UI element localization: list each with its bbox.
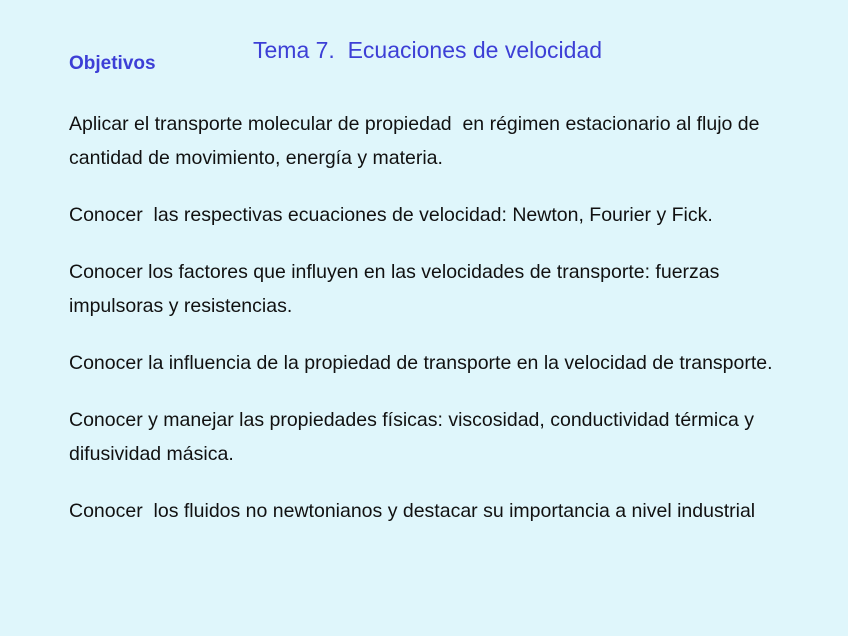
objective-item: Conocer y manejar las propiedades físicas: viscosidad, conductividad térmica y difusividad másica. bbox=[69, 409, 760, 465]
objective-item: Conocer las respectivas ecuaciones de velocidad: Newton, Fourier y Fick. bbox=[69, 204, 713, 226]
objective-item: Aplicar el transporte molecular de propiedad en régimen estacionario al flujo de cantidad de movimiento, energía y materia. bbox=[69, 113, 765, 169]
objective-item: Conocer los fluidos no newtonianos y destacar su importancia a nivel industrial bbox=[69, 500, 756, 522]
objective-item: Conocer los factores que influyen en las velocidades de transporte: fuerzas impulsoras y resistencias. bbox=[69, 261, 725, 317]
objectives-list bbox=[69, 107, 809, 551]
slide-title: Tema 7. Ecuaciones de velocidad bbox=[253, 37, 603, 63]
section-heading-objetivos: Objetivos bbox=[69, 53, 156, 74]
objective-item: Conocer la influencia de la propiedad de transporte en la velocidad de transporte. bbox=[69, 352, 773, 374]
